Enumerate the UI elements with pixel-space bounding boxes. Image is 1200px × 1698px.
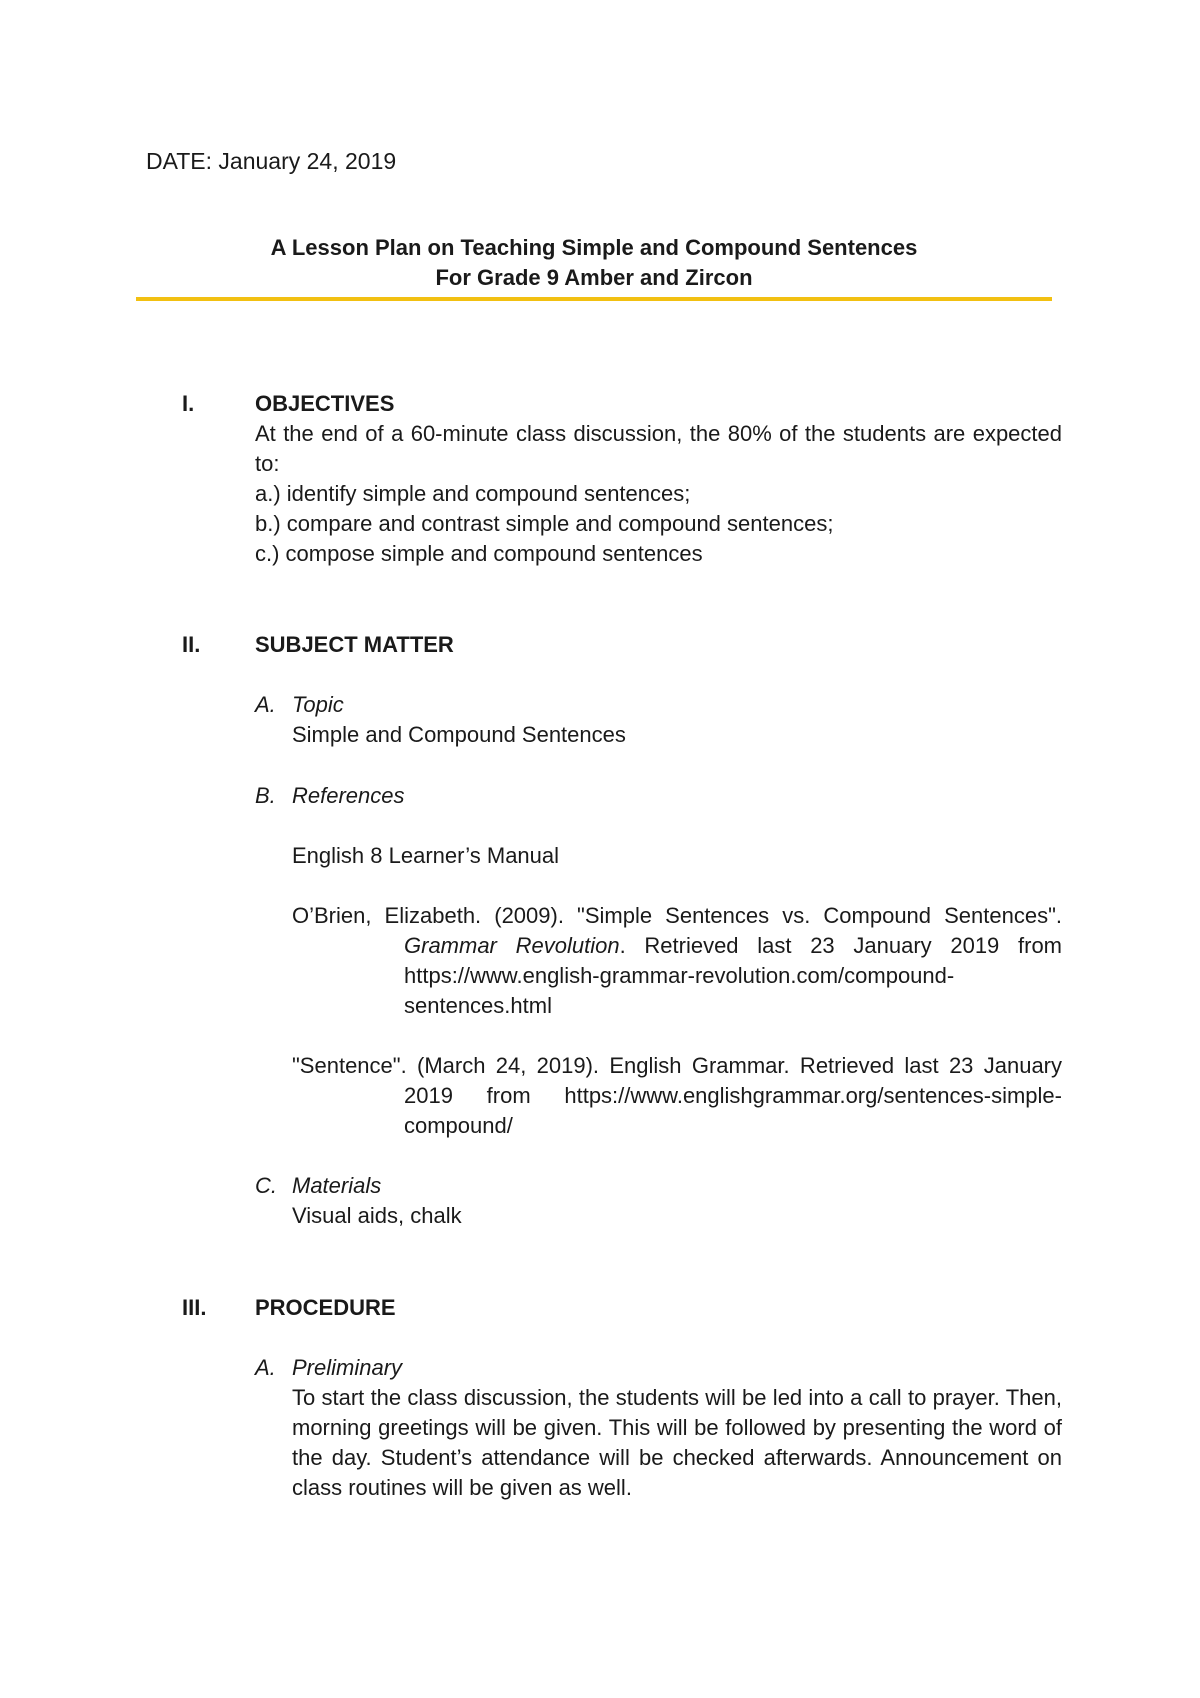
reference-item: English 8 Learner’s Manual — [292, 843, 560, 868]
reference-text: O’Brien, Elizabeth. (2009). "Simple Sentences vs. Compound Sentences". — [292, 903, 1062, 928]
section-numeral: II. — [182, 632, 201, 657]
subsection-title: References — [292, 783, 405, 808]
subsection-letter: A. — [255, 692, 276, 717]
subsection-materials — [255, 1171, 1062, 1231]
title-line-2: For Grade 9 Amber and Zircon — [435, 265, 753, 290]
subsection-content: Visual aids, chalk — [292, 1203, 462, 1228]
subsection-letter: B. — [255, 783, 276, 808]
subsection-references — [255, 781, 1062, 1141]
title-line-1: A Lesson Plan on Teaching Simple and Compound Sentences — [270, 235, 918, 260]
section-body — [255, 1293, 1062, 1503]
objective-item: c.) compose simple and compound sentences — [255, 541, 703, 566]
reference-text: . Retrieved last 23 January 2019 from https://www.english-grammar-revolution.com/compound-sentences.html — [404, 933, 1063, 1018]
subsection-content: Simple and Compound Sentences — [292, 722, 626, 747]
subsection-title: Materials — [292, 1173, 382, 1198]
document-title — [136, 233, 1052, 293]
section-numeral: I. — [182, 391, 195, 416]
date-line: DATE: January 24, 2019 — [146, 148, 397, 174]
section-body — [255, 389, 1062, 569]
reference-publication: Grammar Revolution — [404, 933, 620, 958]
subsection-letter: A. — [255, 1355, 276, 1380]
subsection-title: Topic — [292, 692, 344, 717]
section-heading: OBJECTIVES — [255, 391, 395, 416]
section-numeral: III. — [182, 1295, 207, 1320]
objectives-intro: At the end of a 60-minute class discussion, the 80% of the students are expected to: — [255, 421, 1062, 476]
title-underline — [136, 297, 1052, 301]
reference-item: "Sentence". (March 24, 2019). English Grammar. Retrieved last 23 January 2019 from https://www.englishgrammar.org/sentences-simple-compound/ — [292, 1053, 1062, 1138]
subsection-title: Preliminary — [292, 1355, 403, 1380]
subsection-topic — [255, 690, 1062, 750]
subsection-content: To start the class discussion, the students will be led into a call to prayer. Then, morning greetings will be given. This will be followed by presenting the word of the day. Student’s attendance will be checked afterwards. Announcement on class routines will be given as well. — [292, 1385, 1062, 1500]
objective-item: a.) identify simple and compound sentences; — [255, 481, 691, 506]
reference-item — [292, 901, 1062, 1021]
section-body — [255, 630, 1062, 1231]
section-heading: PROCEDURE — [255, 1295, 396, 1320]
subsection-preliminary — [255, 1353, 1062, 1503]
subsection-letter: C. — [255, 1173, 277, 1198]
section-heading: SUBJECT MATTER — [255, 632, 454, 657]
objective-item: b.) compare and contrast simple and compound sentences; — [255, 511, 834, 536]
